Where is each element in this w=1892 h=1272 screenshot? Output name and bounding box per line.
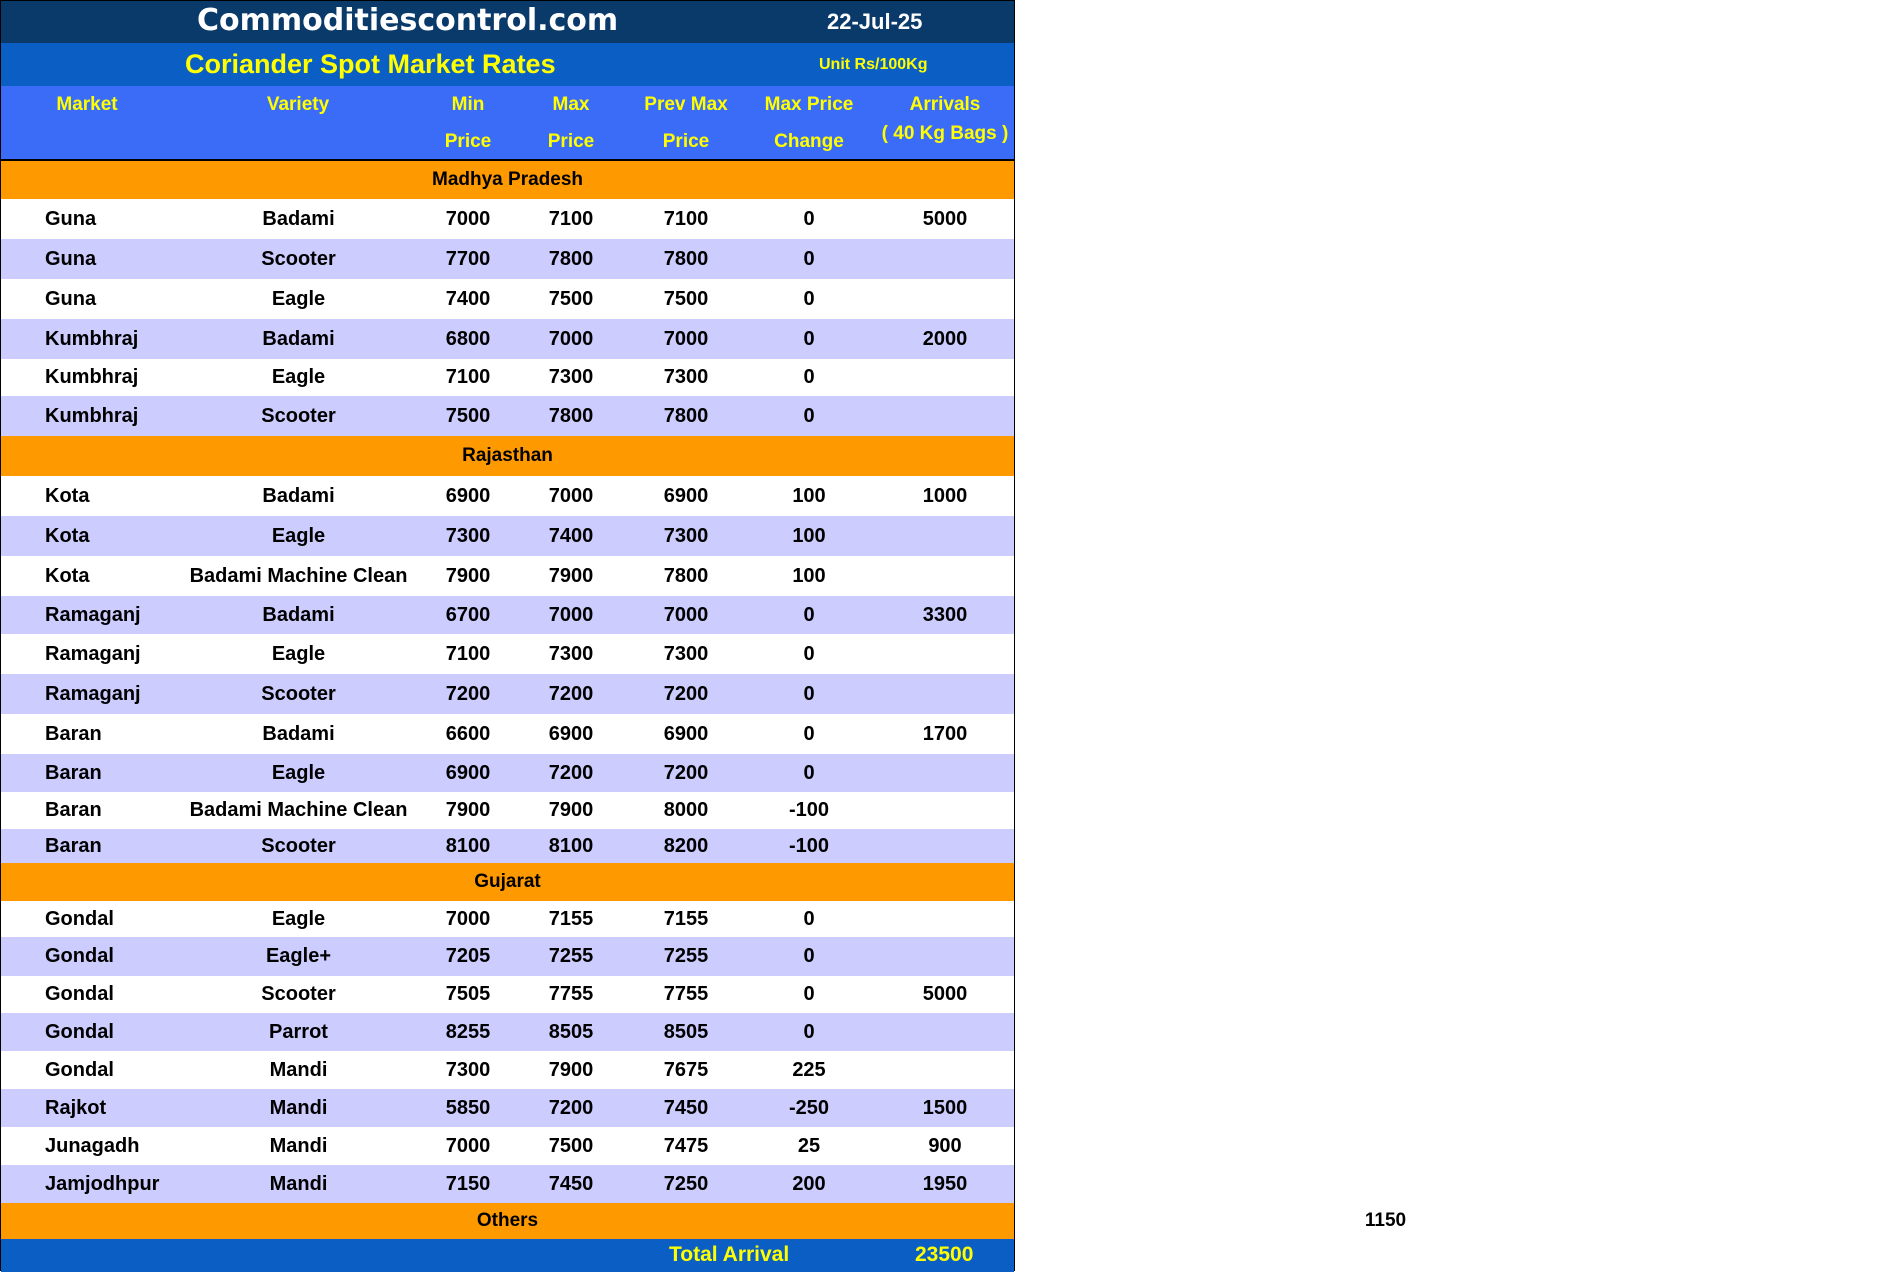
cell-price-change: -250 <box>788 1096 830 1119</box>
cell-market: Baran <box>45 799 102 821</box>
cell-min-price: 7700 <box>445 247 491 270</box>
region-label: Rajasthan <box>462 445 553 466</box>
cell-max-price: 8505 <box>548 1020 594 1043</box>
col-change-line1: Max Price <box>764 94 854 115</box>
cell-max-price: 7900 <box>548 564 594 587</box>
cell-price-change: 0 <box>803 722 815 745</box>
cell-price-change: 0 <box>803 207 815 230</box>
cell-price-change: 0 <box>803 404 815 427</box>
cell-arrivals <box>879 239 1011 279</box>
cell-price-change: 0 <box>803 682 815 705</box>
cell-price-change: 200 <box>792 1172 826 1195</box>
col-prev-line1: Prev Max <box>644 94 728 115</box>
cell-min-price: 7100 <box>445 642 491 665</box>
cell-max-price: 7300 <box>548 642 594 665</box>
cell-arrivals <box>879 359 1011 396</box>
cell-market: Gondal <box>45 907 114 930</box>
cell-market: Ramaganj <box>45 642 141 665</box>
col-arrivals-line1: Arrivals <box>909 94 981 115</box>
others-arrivals: 1150 <box>1364 1210 1407 1231</box>
footer-bar <box>1 1239 1014 1272</box>
page-title: Coriander Spot Market Rates <box>185 49 556 79</box>
cell-arrivals <box>879 556 1011 596</box>
table-header <box>1 86 1014 161</box>
cell-arrivals <box>879 516 1011 556</box>
cell-variety: Eagle+ <box>265 945 332 967</box>
cell-arrivals <box>879 634 1011 674</box>
cell-variety: Eagle <box>271 642 326 665</box>
cell-prev-max-price: 6900 <box>663 722 709 745</box>
cell-variety: Scooter <box>261 983 336 1005</box>
cell-variety: Badami <box>262 722 335 745</box>
cell-prev-max-price: 7300 <box>663 642 709 665</box>
table-row <box>1 556 1014 596</box>
cell-max-price: 7000 <box>548 327 594 350</box>
title-bar <box>1 1 1014 43</box>
cell-price-change: 0 <box>803 907 815 930</box>
cell-price-change: 0 <box>803 1020 815 1043</box>
cell-variety: Badami Machine Clean <box>189 564 408 587</box>
table-row <box>1 754 1014 792</box>
table-row <box>1 279 1014 319</box>
table-row <box>1 976 1014 1013</box>
cell-max-price: 7200 <box>548 1096 594 1119</box>
cell-max-price: 7255 <box>548 945 594 967</box>
unit-label: Unit Rs/100Kg <box>819 56 928 73</box>
site-name: Commoditiescontrol.com <box>197 3 619 38</box>
cell-max-price: 7500 <box>548 1134 594 1157</box>
cell-max-price: 7400 <box>548 524 594 547</box>
table-row <box>1 476 1014 516</box>
cell-variety: Mandi <box>269 1096 328 1119</box>
table-row <box>1 396 1014 436</box>
cell-arrivals: 1000 <box>922 484 968 507</box>
cell-market: Rajkot <box>45 1096 107 1119</box>
cell-min-price: 7200 <box>445 682 491 705</box>
cell-min-price: 7205 <box>445 945 491 967</box>
cell-min-price: 7000 <box>445 207 491 230</box>
cell-market: Ramaganj <box>45 603 141 626</box>
col-variety: Variety <box>266 94 330 115</box>
cell-min-price: 7000 <box>445 907 491 930</box>
table-row <box>1 516 1014 556</box>
cell-arrivals <box>879 279 1011 319</box>
cell-min-price: 6900 <box>445 484 491 507</box>
cell-prev-max-price: 7800 <box>663 404 709 427</box>
cell-min-price: 6900 <box>445 761 491 784</box>
cell-price-change: 100 <box>792 484 826 507</box>
cell-max-price: 7450 <box>548 1172 594 1195</box>
cell-variety: Scooter <box>261 682 336 705</box>
cell-market: Guna <box>45 247 97 270</box>
table-row <box>1 1013 1014 1051</box>
cell-market: Gondal <box>45 945 114 967</box>
cell-arrivals: 1950 <box>922 1172 968 1195</box>
cell-prev-max-price: 8200 <box>663 834 709 857</box>
cell-max-price: 7155 <box>548 907 594 930</box>
cell-arrivals <box>879 1051 1011 1089</box>
cell-market: Baran <box>45 722 102 745</box>
cell-prev-max-price: 7675 <box>663 1058 709 1081</box>
cell-prev-max-price: 6900 <box>663 484 709 507</box>
col-min-line2: Price <box>444 131 492 152</box>
cell-prev-max-price: 7000 <box>663 603 709 626</box>
cell-market: Gondal <box>45 1020 114 1043</box>
cell-prev-max-price: 7255 <box>663 945 709 967</box>
cell-market: Ramaganj <box>45 682 141 705</box>
cell-arrivals <box>879 754 1011 792</box>
cell-variety: Eagle <box>271 761 326 784</box>
cell-price-change: 0 <box>803 327 815 350</box>
cell-prev-max-price: 7200 <box>663 682 709 705</box>
table-row <box>1 359 1014 396</box>
cell-prev-max-price: 7800 <box>663 564 709 587</box>
cell-price-change: 0 <box>803 761 815 784</box>
cell-min-price: 7300 <box>445 524 491 547</box>
cell-arrivals <box>879 901 1011 937</box>
total-arrival-label: Total Arrival <box>669 1243 790 1266</box>
cell-variety: Scooter <box>261 247 336 270</box>
cell-market: Kota <box>45 484 90 507</box>
cell-price-change: 0 <box>803 287 815 310</box>
col-market: Market <box>56 94 118 115</box>
table-row <box>1 1051 1014 1089</box>
region-header <box>1 161 1014 199</box>
cell-market: Kota <box>45 564 90 587</box>
cell-prev-max-price: 7100 <box>663 207 709 230</box>
table-row <box>1 901 1014 937</box>
cell-prev-max-price: 8000 <box>663 799 709 821</box>
table-row <box>1 714 1014 754</box>
cell-min-price: 7150 <box>445 1172 491 1195</box>
cell-prev-max-price: 7450 <box>663 1096 709 1119</box>
cell-price-change: 100 <box>792 564 826 587</box>
cell-price-change: 25 <box>797 1134 821 1157</box>
region-label: Gujarat <box>474 871 541 892</box>
cell-max-price: 7500 <box>548 287 594 310</box>
cell-arrivals: 5000 <box>922 207 968 230</box>
cell-variety: Eagle <box>271 287 326 310</box>
cell-market: Kumbhraj <box>45 366 139 388</box>
table-row <box>1 792 1014 829</box>
col-min-line1: Min <box>451 94 485 115</box>
cell-min-price: 7500 <box>445 404 491 427</box>
cell-price-change: -100 <box>788 834 830 857</box>
cell-variety: Badami <box>262 327 335 350</box>
cell-max-price: 7200 <box>548 682 594 705</box>
table-row <box>1 674 1014 714</box>
cell-min-price: 8255 <box>445 1020 491 1043</box>
cell-min-price: 5850 <box>445 1096 491 1119</box>
cell-variety: Scooter <box>261 834 336 857</box>
cell-arrivals: 1700 <box>922 722 968 745</box>
cell-max-price: 7755 <box>548 983 594 1005</box>
cell-arrivals <box>879 674 1011 714</box>
table-row <box>1 239 1014 279</box>
cell-variety: Badami <box>262 484 335 507</box>
cell-price-change: 0 <box>803 366 815 388</box>
others-row <box>1 1203 1407 1239</box>
cell-arrivals <box>879 1013 1011 1051</box>
cell-arrivals <box>879 792 1011 829</box>
cell-max-price: 7300 <box>548 366 594 388</box>
col-change-line2: Change <box>774 131 844 152</box>
cell-max-price: 7900 <box>548 799 594 821</box>
cell-price-change: 0 <box>803 945 815 967</box>
cell-market: Kumbhraj <box>45 404 139 427</box>
total-arrival-value: 23500 <box>915 1243 974 1266</box>
cell-prev-max-price: 7000 <box>663 327 709 350</box>
cell-arrivals: 900 <box>928 1134 962 1157</box>
table-row <box>1 319 1014 359</box>
cell-market: Gondal <box>45 1058 114 1081</box>
cell-market: Junagadh <box>45 1134 140 1157</box>
cell-arrivals <box>879 396 1011 436</box>
col-prev-line2: Price <box>662 131 710 152</box>
table-row <box>1 937 1014 976</box>
cell-variety: Badami <box>262 207 335 230</box>
cell-prev-max-price: 7300 <box>663 524 709 547</box>
cell-max-price: 7200 <box>548 761 594 784</box>
table-row <box>1 1089 1014 1127</box>
cell-price-change: 225 <box>792 1058 826 1081</box>
cell-min-price: 8100 <box>445 834 491 857</box>
table-row <box>1 829 1014 863</box>
col-max-line1: Max <box>552 94 590 115</box>
cell-max-price: 7000 <box>548 484 594 507</box>
region-header <box>1 436 1014 476</box>
cell-market: Kumbhraj <box>45 327 139 350</box>
cell-variety: Scooter <box>261 404 336 427</box>
cell-prev-max-price: 7755 <box>663 983 709 1005</box>
report-date: 22-Jul-25 <box>827 9 923 34</box>
cell-variety: Mandi <box>269 1134 328 1157</box>
cell-max-price: 7800 <box>548 404 594 427</box>
cell-max-price: 7100 <box>548 207 594 230</box>
cell-min-price: 7300 <box>445 1058 491 1081</box>
cell-market: Kota <box>45 524 90 547</box>
cell-price-change: 0 <box>803 642 815 665</box>
cell-variety: Parrot <box>269 1020 328 1043</box>
cell-variety: Eagle <box>271 366 326 388</box>
region-header <box>1 863 1014 901</box>
subtitle-bar <box>1 43 1014 86</box>
cell-max-price: 7000 <box>548 603 594 626</box>
cell-max-price: 7800 <box>548 247 594 270</box>
cell-min-price: 7100 <box>445 366 491 388</box>
cell-min-price: 6600 <box>445 722 491 745</box>
cell-market: Baran <box>45 834 102 857</box>
cell-arrivals: 3300 <box>922 603 968 626</box>
cell-market: Guna <box>45 207 97 230</box>
cell-market: Gondal <box>45 983 114 1005</box>
cell-price-change: -100 <box>788 799 830 821</box>
cell-price-change: 0 <box>803 983 815 1005</box>
cell-variety: Mandi <box>269 1172 328 1195</box>
table-row <box>1 634 1014 674</box>
cell-max-price: 8100 <box>548 834 594 857</box>
others-label: Others <box>476 1210 539 1231</box>
cell-min-price: 7900 <box>445 799 491 821</box>
cell-min-price: 7900 <box>445 564 491 587</box>
cell-arrivals: 2000 <box>922 327 968 350</box>
cell-price-change: 100 <box>792 524 826 547</box>
cell-min-price: 6800 <box>445 327 491 350</box>
cell-market: Jamjodhpur <box>45 1172 160 1195</box>
cell-prev-max-price: 7300 <box>663 366 709 388</box>
cell-arrivals <box>879 829 1011 863</box>
cell-variety: Badami <box>262 603 335 626</box>
region-label: Madhya Pradesh <box>432 169 583 190</box>
cell-max-price: 6900 <box>548 722 594 745</box>
cell-variety: Badami Machine Clean <box>189 799 408 821</box>
col-max-line2: Price <box>547 131 595 152</box>
cell-market: Guna <box>45 287 97 310</box>
cell-prev-max-price: 7800 <box>663 247 709 270</box>
cell-arrivals: 1500 <box>922 1096 968 1119</box>
cell-min-price: 7400 <box>445 287 491 310</box>
cell-arrivals: 5000 <box>922 983 968 1005</box>
cell-prev-max-price: 7250 <box>663 1172 709 1195</box>
cell-min-price: 6700 <box>445 603 491 626</box>
cell-variety: Eagle <box>271 907 326 930</box>
cell-prev-max-price: 7155 <box>663 907 709 930</box>
cell-price-change: 0 <box>803 603 815 626</box>
cell-variety: Mandi <box>269 1058 328 1081</box>
table-row <box>1 1127 1014 1165</box>
cell-variety: Eagle <box>271 524 326 547</box>
cell-max-price: 7900 <box>548 1058 594 1081</box>
table-row <box>1 1165 1014 1203</box>
cell-min-price: 7505 <box>445 983 491 1005</box>
col-arrivals-line2: ( 40 Kg Bags ) <box>881 123 1009 144</box>
cell-price-change: 0 <box>803 247 815 270</box>
cell-prev-max-price: 7500 <box>663 287 709 310</box>
cell-prev-max-price: 7475 <box>663 1134 709 1157</box>
cell-prev-max-price: 8505 <box>663 1020 709 1043</box>
cell-arrivals <box>879 937 1011 976</box>
cell-min-price: 7000 <box>445 1134 491 1157</box>
table-row <box>1 596 1014 634</box>
cell-market: Baran <box>45 761 102 784</box>
table-row <box>1 199 1014 239</box>
cell-prev-max-price: 7200 <box>663 761 709 784</box>
